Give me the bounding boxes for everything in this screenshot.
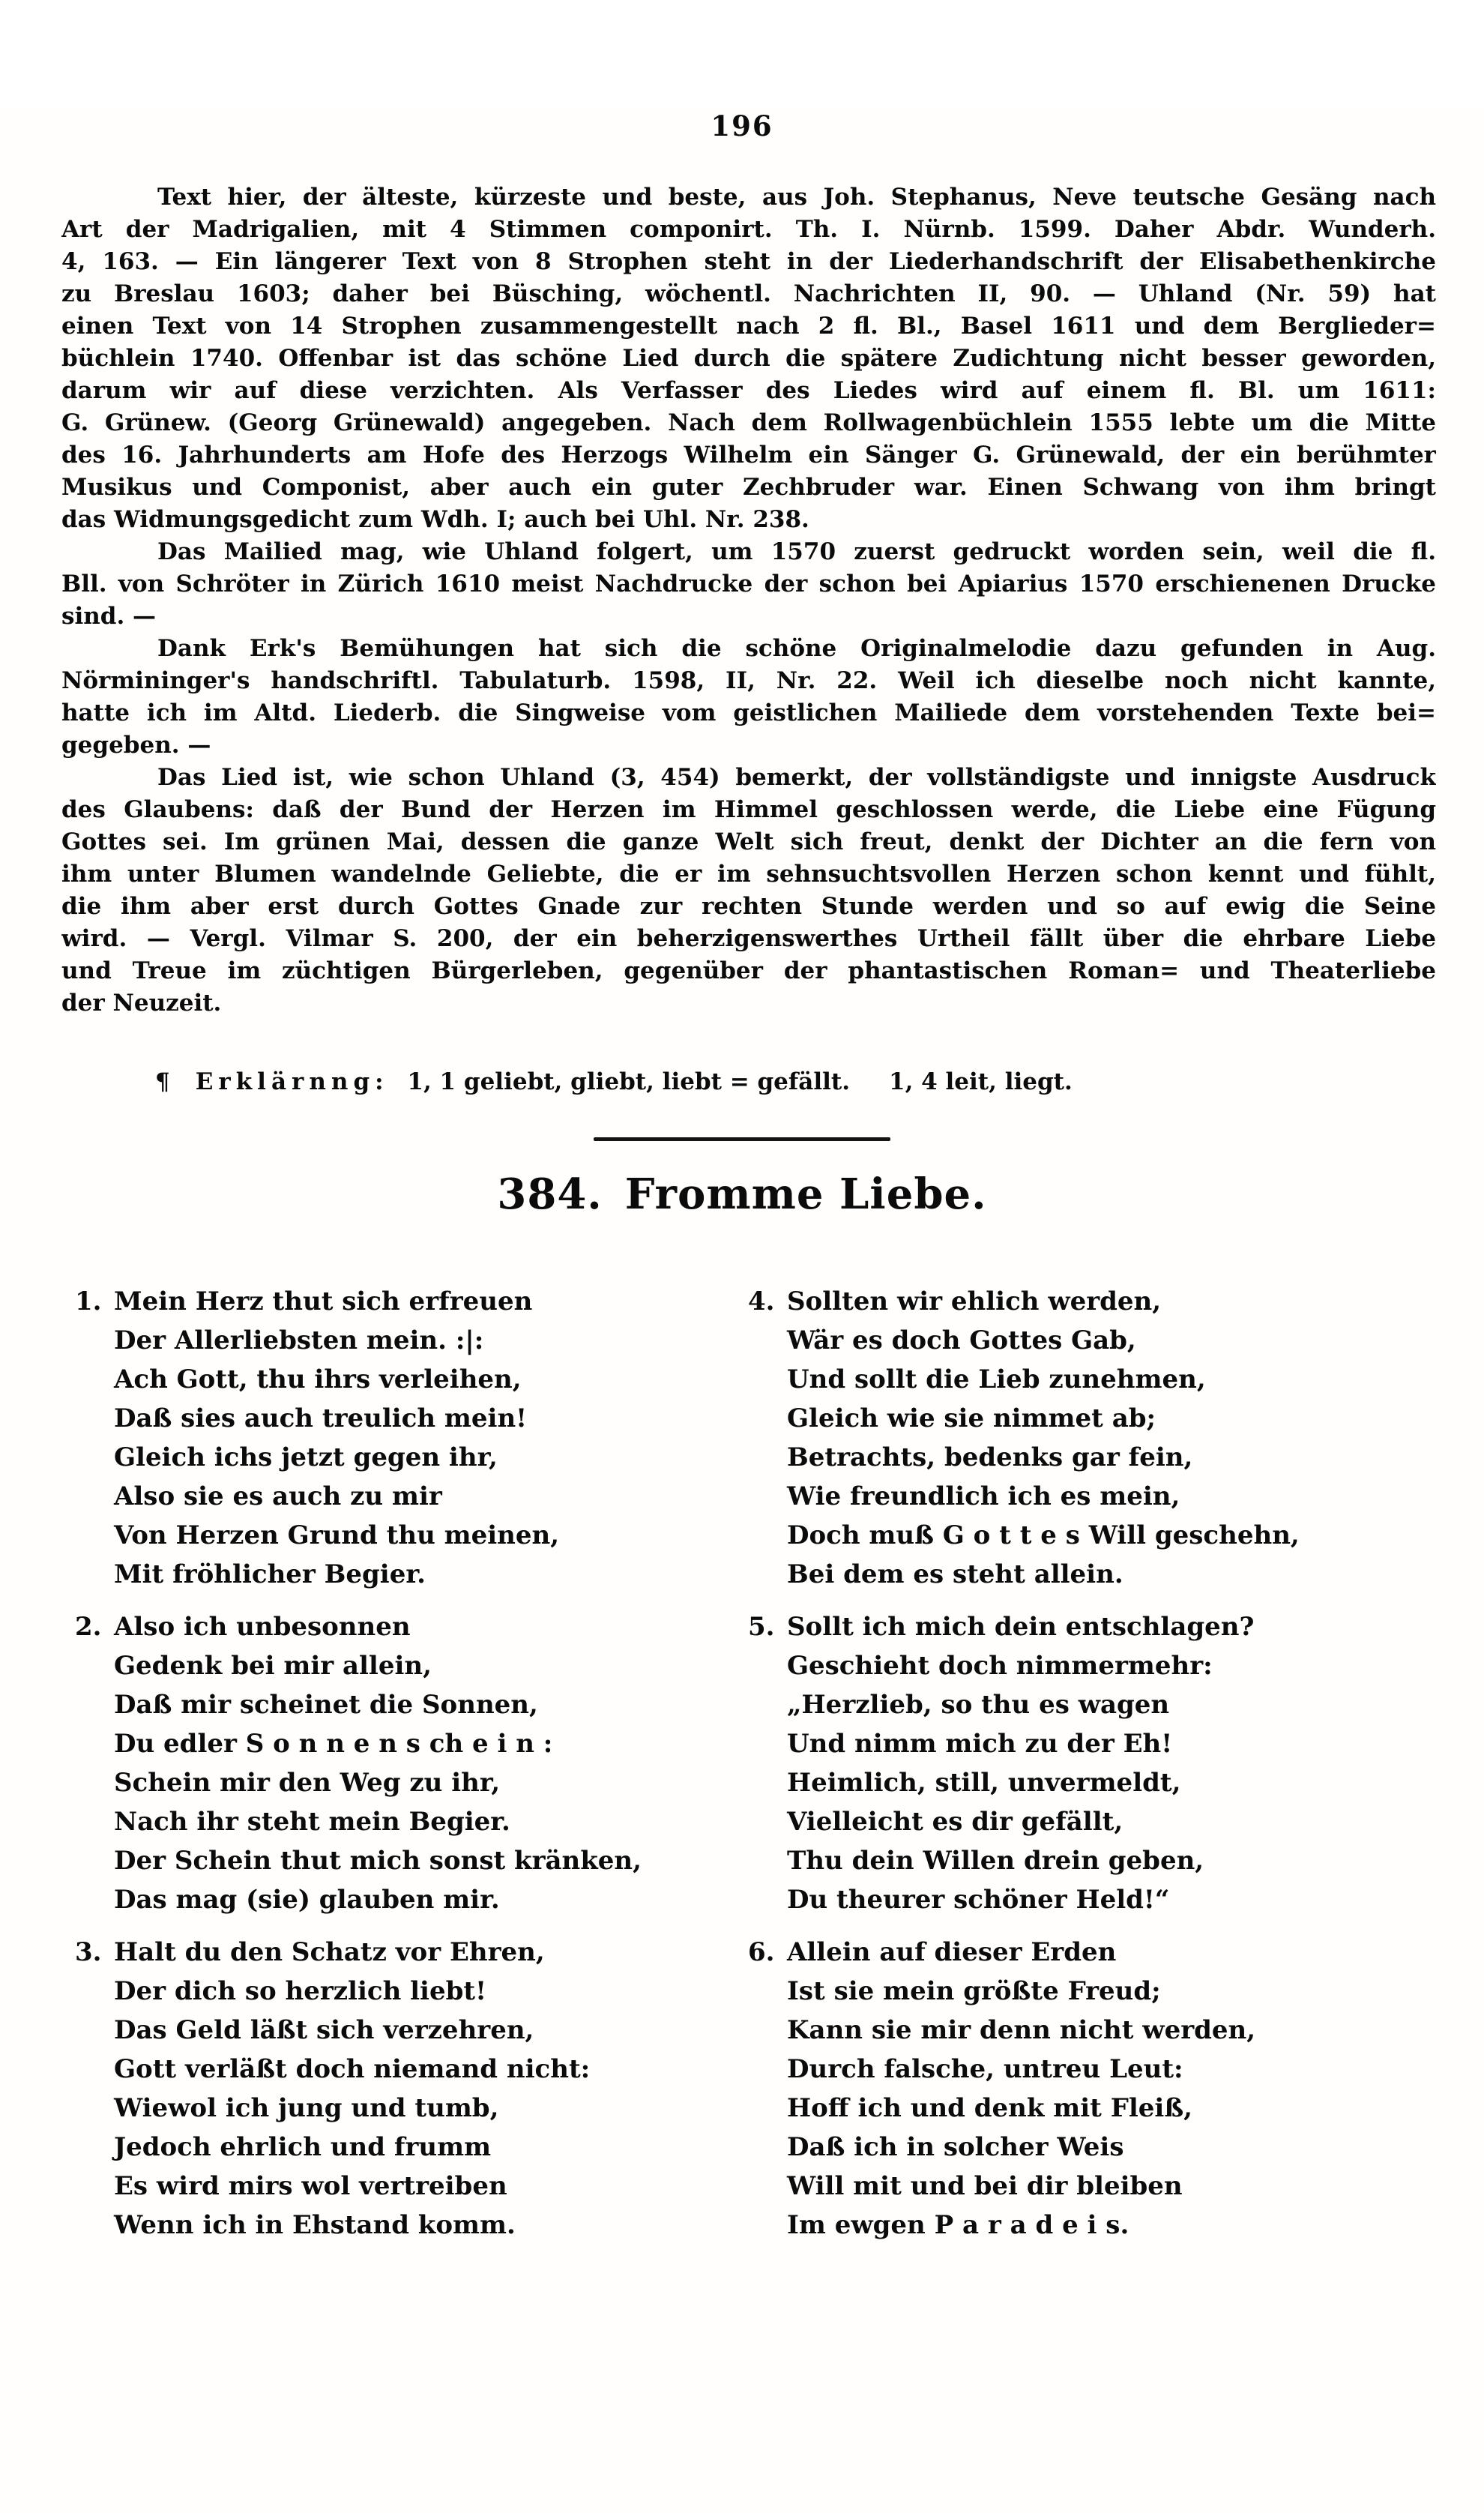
verse-line: Betrachts, bedenks gar fein, (787, 1442, 1193, 1472)
song-title (0, 1168, 1484, 1221)
verse-column-right (748, 1282, 1421, 2258)
stanza-number: 5. (748, 1612, 775, 1642)
pilcrow-mark: ¶ (155, 1068, 170, 1095)
stanza-number: 4. (748, 1286, 775, 1316)
verse-line: Schein mir den Weg zu ihr, (114, 1768, 501, 1798)
verse-line: Daß sies auch treulich mein! (114, 1403, 528, 1433)
verse-line: Jedoch ehrlich und frumm (114, 2132, 492, 2162)
verse-line: Ist sie mein größte Freud; (787, 1976, 1161, 2006)
verse-line: Will mit und bei dir bleiben (787, 2171, 1183, 2201)
verse-line: Wie freundlich ich es mein, (787, 1481, 1180, 1511)
verse-line: Wenn ich in Ehstand komm. (114, 2210, 516, 2240)
book-page (0, 109, 1484, 2513)
verse-column-left (75, 1282, 748, 2258)
verse-line: Das Geld läßt sich verzehren, (114, 2015, 534, 2045)
erklaerung-line (0, 1066, 1484, 1098)
erklaerung-text-right: 1, 4 leit, liegt. (889, 1068, 1073, 1095)
verse-line: Von Herzen Grund thu meinen, (114, 1520, 560, 1550)
verse-line: Doch muß G o t t e s Will geschehn, (787, 1520, 1300, 1550)
commentary-line: büchlein 1740. Offenbar ist das schöne Lied durch die spätere Zudichtung nicht besser geworden, (61, 345, 1436, 372)
verse-line: Du theurer schöner Held!“ (787, 1885, 1170, 1915)
commentary-line: Nörmininger's handschriftl. Tabulaturb. 1598, II, Nr. 22. Weil ich dieselbe noch nicht kannte, (61, 667, 1436, 694)
erklaerung-label: Erklärnng: (195, 1068, 389, 1095)
commentary-line: zu Breslau 1603; daher bei Büsching, wöchentl. Nachrichten II, 90. — Uhland (Nr. 59) hat (61, 280, 1436, 307)
verse-line: Kann sie mir denn nicht werden, (787, 2015, 1256, 2045)
verse-line: Wiewol ich jung und tumb, (114, 2093, 499, 2123)
commentary-line: des 16. Jahrhunderts am Hofe des Herzogs Wilhelm ein Sänger G. Grünewald, der ein berühmter (61, 442, 1436, 469)
verse-line: Heimlich, still, unvermeldt, (787, 1768, 1181, 1798)
verse-line: Daß ich in solcher Weis (787, 2132, 1124, 2162)
commentary-line: einen Text von 14 Strophen zusammengestellt nach 2 fl. Bl., Basel 1611 und dem Berglieder= (61, 313, 1436, 340)
stanza-number: 3. (75, 1937, 102, 1967)
verse-line: Gleich wie sie nimmet ab; (787, 1403, 1156, 1433)
stanza (748, 1282, 1421, 1594)
verses (0, 1282, 1484, 2258)
verse-line: Vielleicht es dir gefällt, (787, 1807, 1123, 1837)
commentary-line: der Neuzeit. (61, 990, 222, 1017)
commentary-line: darum wir auf diese verzichten. Als Verfasser des Liedes wird auf einem fl. Bl. um 1611: (61, 377, 1436, 404)
stanza-number: 1. (75, 1286, 102, 1316)
commentary-line: gegeben. — (61, 732, 211, 759)
commentary-line: 4, 163. — Ein längerer Text von 8 Strophen steht in der Liederhandschrift der Elisabethenkirche (61, 248, 1436, 275)
commentary-line: Das Lied ist, wie schon Uhland (3, 454) bemerkt, der vollständigste und innigste Ausdruck (157, 764, 1436, 791)
commentary-line: das Widmungsgedicht zum Wdh. I; auch bei Uhl. Nr. 238. (61, 506, 809, 533)
verse-line: Geschieht doch nimmermehr: (787, 1651, 1213, 1681)
verse-line: Allein auf dieser Erden (787, 1937, 1117, 1967)
verse-line: Halt du den Schatz vor Ehren, (114, 1937, 545, 1967)
commentary (0, 181, 1484, 1020)
commentary-line: sind. — (61, 603, 157, 630)
verse-line: Sollten wir ehlich werden, (787, 1286, 1162, 1316)
stanza (75, 1282, 748, 1594)
stanza-number: 6. (748, 1937, 775, 1967)
stanza (75, 1933, 748, 2245)
commentary-line: und Treue im züchtigen Bürgerleben, gegenüber der phantastischen Roman= und Theaterliebe (61, 957, 1436, 984)
section-divider (594, 1137, 890, 1141)
verse-line: Sollt ich mich dein entschlagen? (787, 1612, 1255, 1642)
verse-line: Nach ihr steht mein Begier. (114, 1807, 510, 1837)
commentary-line: G. Grünew. (Georg Grünewald) angegeben. Nach dem Rollwagenbüchlein 1555 lebte um die Mitte (61, 409, 1436, 436)
commentary-line: die ihm aber erst durch Gottes Gnade zur rechten Stunde werden und so auf ewig die Seine (61, 893, 1436, 920)
stanza (75, 1607, 748, 1919)
verse-line: Der dich so herzlich liebt! (114, 1976, 487, 2006)
verse-line: Bei dem es steht allein. (787, 1559, 1123, 1589)
verse-line: Du edler S o n n e n s ch e i n : (114, 1729, 553, 1759)
verse-line: Im ewgen P a r a d e i s. (787, 2210, 1129, 2240)
verse-line: Gott verläßt doch niemand nicht: (114, 2054, 591, 2084)
commentary-line: des Glaubens: daß der Bund der Herzen im Himmel geschlossen werde, die Liebe eine Fügung (61, 796, 1436, 823)
commentary-line: Art der Madrigalien, mit 4 Stimmen componirt. Th. I. Nürnb. 1599. Daher Abdr. Wunderh. (61, 216, 1436, 243)
verse-line: Der Allerliebsten mein. :|: (114, 1325, 484, 1355)
verse-line: Hoff ich und denk mit Fleiß, (787, 2093, 1192, 2123)
commentary-line: Text hier, der älteste, kürzeste und beste, aus Joh. Stephanus, Neve teutsche Gesäng nach (157, 184, 1436, 211)
verse-line: Wär es doch Gottes Gab, (787, 1325, 1136, 1355)
commentary-line: Bll. von Schröter in Zürich 1610 meist Nachdrucke der schon bei Apiarius 1570 erschienenen Drucke (61, 571, 1436, 598)
stanza (748, 1607, 1421, 1919)
verse-line: Also ich unbesonnen (114, 1612, 411, 1642)
commentary-line: Dank Erk's Bemühungen hat sich die schöne Originalmelodie dazu gefunden in Aug. (157, 635, 1436, 662)
stanza-number: 2. (75, 1612, 102, 1642)
commentary-line: Gottes sei. Im grünen Mai, dessen die ganze Welt sich freut, denkt der Dichter an die fern von (61, 828, 1436, 855)
song-number: 384. (497, 1170, 603, 1219)
commentary-line: Musikus und Componist, aber auch ein guter Zechbruder war. Einen Schwang von ihm bringt (61, 474, 1436, 501)
verse-line: „Herzlieb, so thu es wagen (787, 1690, 1170, 1720)
verse-line: Also sie es auch zu mir (114, 1481, 442, 1511)
song-name: Fromme Liebe. (624, 1170, 987, 1219)
verse-line: Gleich ichs jetzt gegen ihr, (114, 1442, 498, 1472)
commentary-line: ihm unter Blumen wandelnde Geliebte, die er im sehnsuchtsvollen Herzen schon kennt und fühlt, (61, 861, 1436, 888)
verse-line: Und nimm mich zu der Eh! (787, 1729, 1173, 1759)
erklaerung-text-left: 1, 1 geliebt, gliebt, liebt = gefällt. (407, 1068, 850, 1095)
commentary-line: wird. — Vergl. Vilmar S. 200, der ein beherzigenswerthes Urtheil fällt über die ehrbare Liebe (61, 925, 1436, 952)
commentary-line: hatte ich im Altd. Liederb. die Singweise vom geistlichen Mailiede dem vorstehenden Texte bei= (61, 699, 1436, 726)
verse-line: Durch falsche, untreu Leut: (787, 2054, 1183, 2084)
verse-line: Mein Herz thut sich erfreuen (114, 1286, 533, 1316)
verse-line: Mit fröhlicher Begier. (114, 1559, 426, 1589)
stanza (748, 1933, 1421, 2245)
verse-line: Gedenk bei mir allein, (114, 1651, 432, 1681)
verse-line: Und sollt die Lieb zunehmen, (787, 1364, 1206, 1394)
verse-line: Thu dein Willen drein geben, (787, 1846, 1204, 1876)
verse-line: Ach Gott, thu ihrs verleihen, (114, 1364, 522, 1394)
verse-line: Der Schein thut mich sonst kränken, (114, 1846, 642, 1876)
commentary-line: Das Mailied mag, wie Uhland folgert, um 1570 zuerst gedruckt worden sein, weil die fl. (157, 538, 1436, 565)
page-number: 196 (711, 109, 773, 142)
verse-line: Es wird mirs wol vertreiben (114, 2171, 507, 2201)
verse-line: Das mag (sie) glauben mir. (114, 1885, 500, 1915)
verse-line: Daß mir scheinet die Sonnen, (114, 1690, 538, 1720)
